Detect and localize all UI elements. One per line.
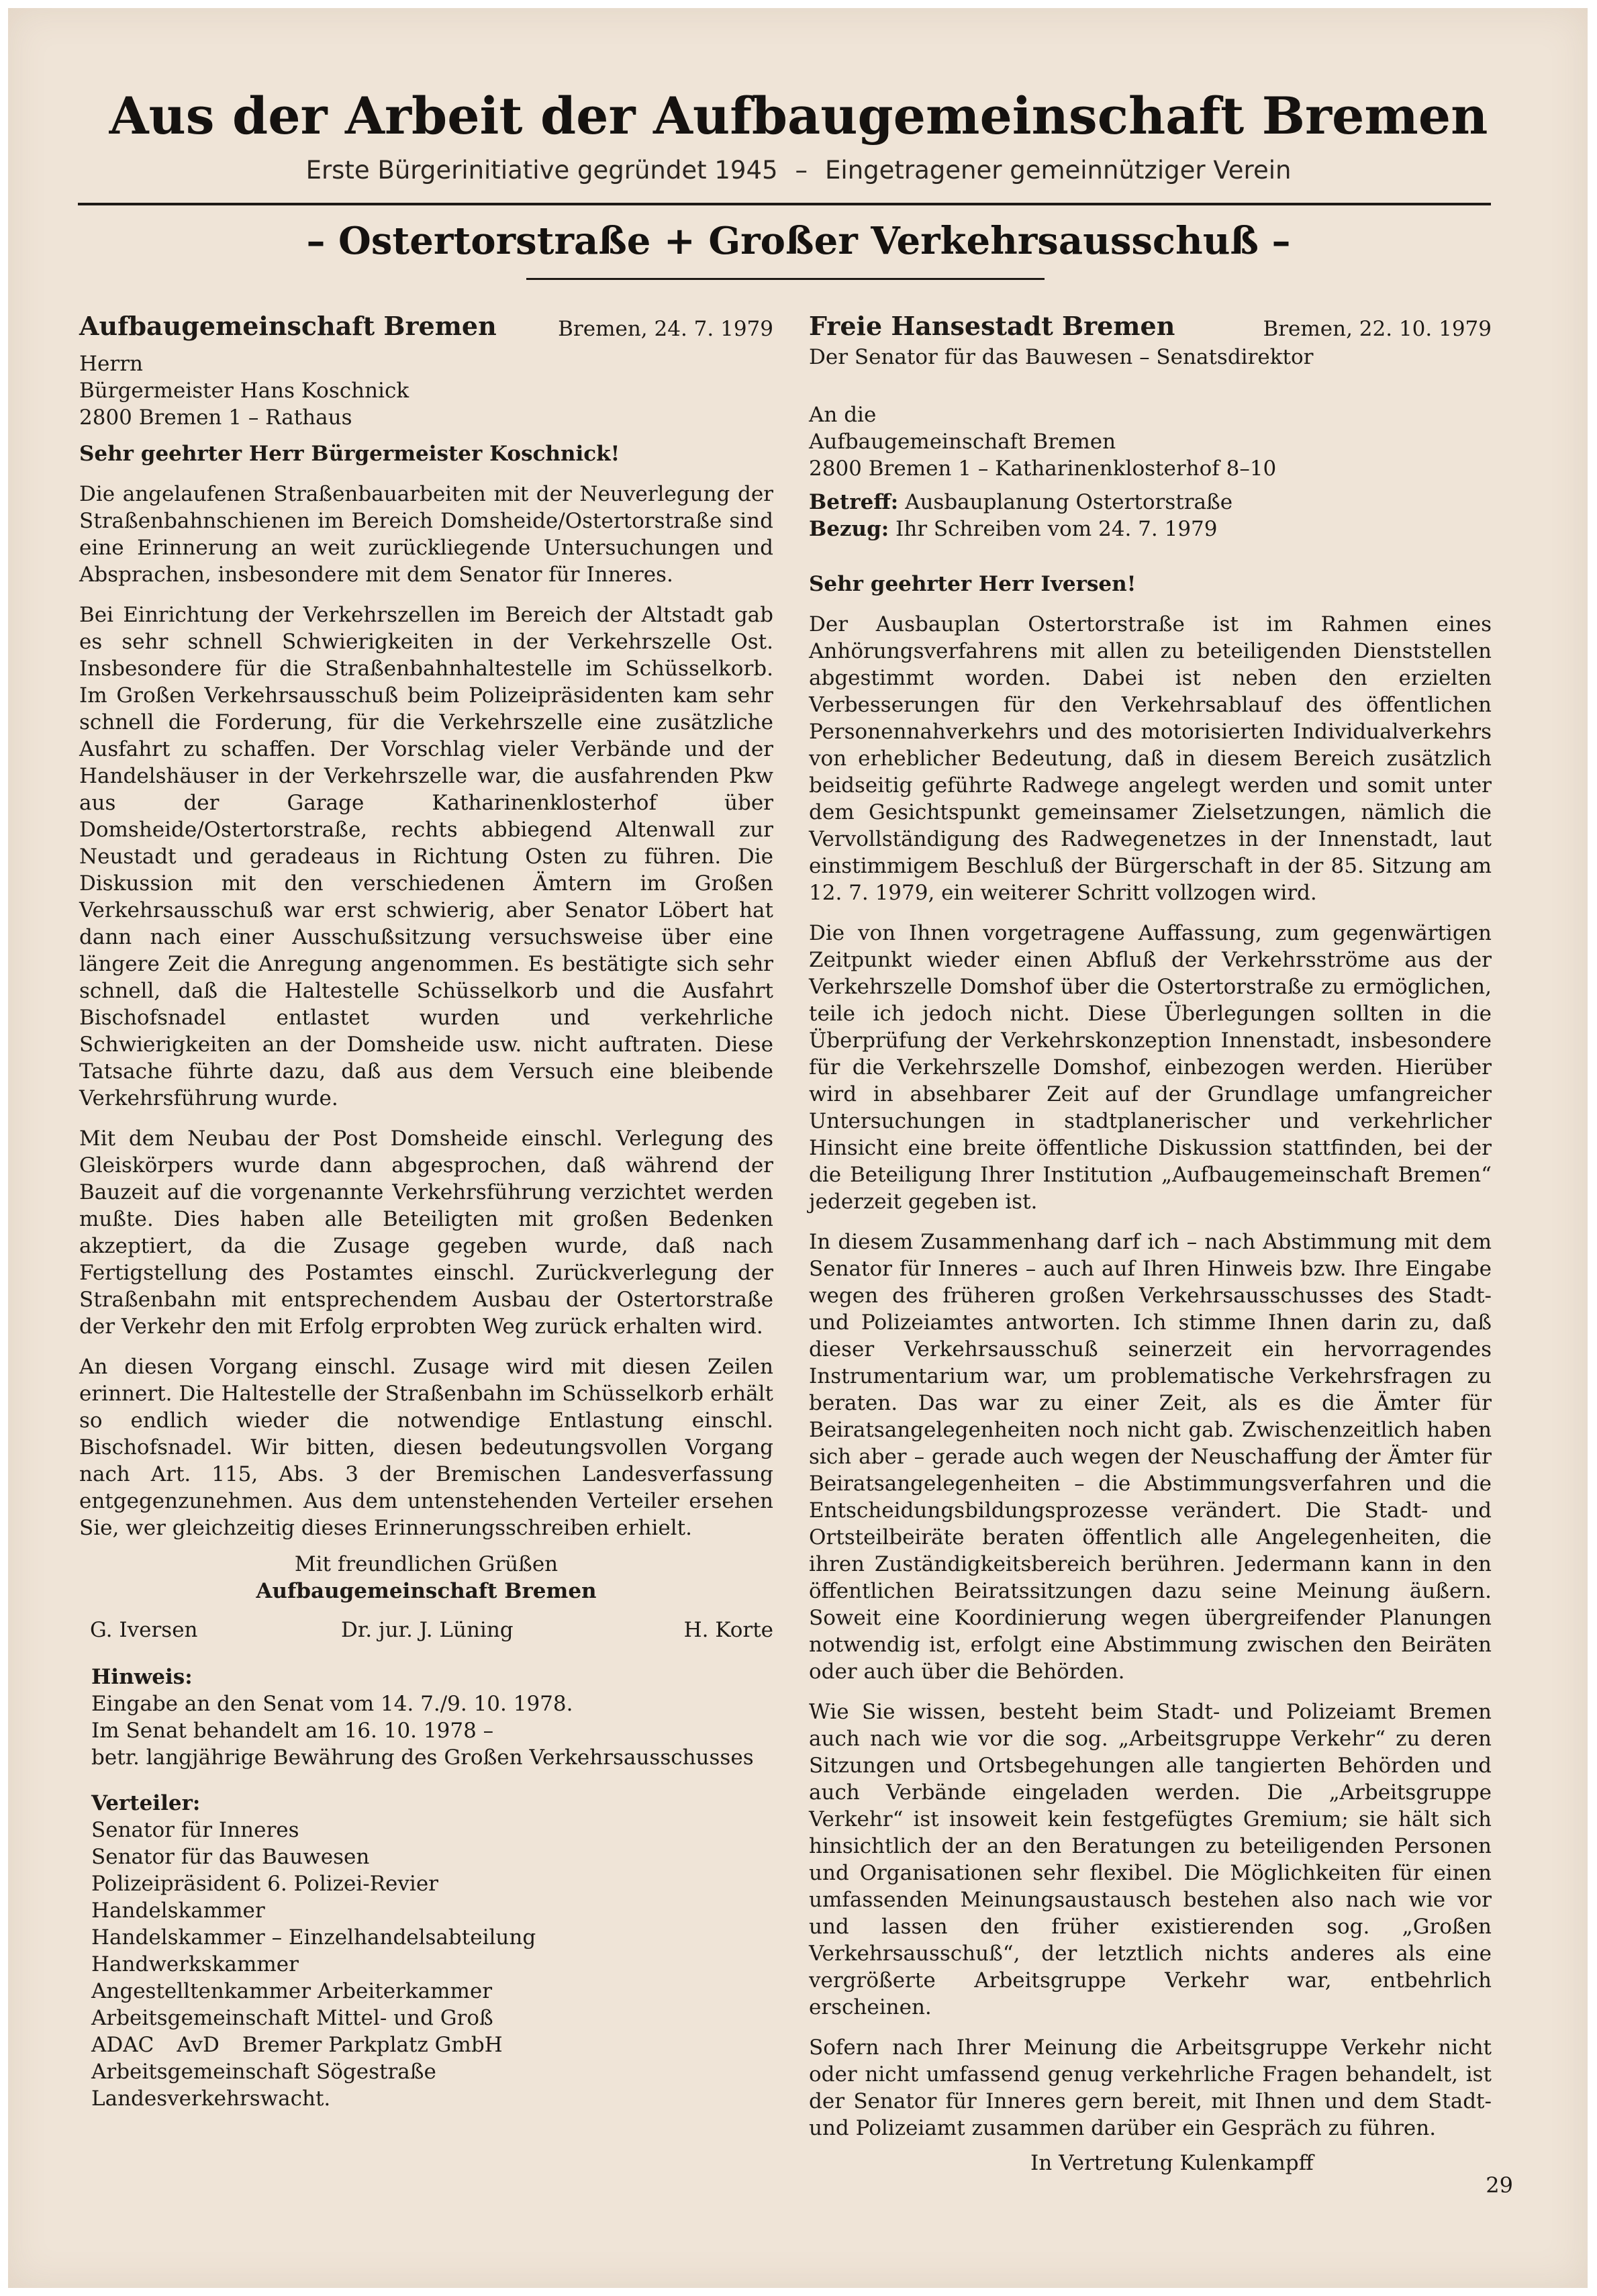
sender-department: Der Senator für das Bauwesen – Senatsdirektor xyxy=(809,345,1314,369)
hinweis-label: Hinweis: xyxy=(91,1665,193,1689)
body-paragraph: Bei Einrichtung der Verkehrszellen im Bereich der Altstadt gab es sehr schnell Schwierigkeiten in der Verkehrszelle Ost. Insbesondere für die Straßenbahnhaltestelle im Schüsselkorb. Im Großen Verkehrsausschuß beim Polizeipräsidenten kam sehr schnell die Forderung, für die Verkehrszelle eine zusätzliche Ausfahrt zu schaffen. Der Vorschlag vieler Verbände und der Handelshäuser in der Verkehrszelle war, die ausfahrenden Pkw aus der Garage Katharinenklosterhof über Domsheide/Ostertorstraße, rechts abbiegend Altenwall zur Neustadt und geradeaus in Richtung Osten zu führen. Die Diskussion mit den verschiedenen Ämtern im Großen Verkehrsausschuß war erst schwierig, aber Senator Löbert hat dann nach einer Ausschußsitzung versuchsweise über eine längere Zeit die Anregung angenommen. Es bestätigte sich sehr schnell, daß die Haltestelle Schüsselkorb und die Ausfahrt Bischofsnadel entlastet wurden und verkehrliche Schwierigkeiten an der Domsheide usw. nicht auftraten. Diese Tatsache führte dazu, daß aus dem Versuch eine bleibende Verkehrsführung wurde. xyxy=(79,603,773,1110)
verteiler-item: Handelskammer – Einzelhandelsabteilung xyxy=(91,1925,536,1950)
letter-date: Bremen, 24. 7. 1979 xyxy=(558,317,773,341)
betreff-label: Betreff: xyxy=(809,490,899,514)
salutation: Sehr geehrter Herr Bürgermeister Koschnick! xyxy=(79,442,620,466)
signatories xyxy=(79,1617,773,1654)
topic-heading: – Ostertorstraße + Großer Verkehrsausschuß – xyxy=(306,219,1291,263)
verteiler-label: Verteiler: xyxy=(91,1791,201,1815)
verteiler-block xyxy=(79,1790,773,2112)
page-subtitle xyxy=(0,156,1597,185)
verteiler-org: AvD xyxy=(177,2033,220,2057)
letter-left-header xyxy=(79,313,773,350)
letter-left xyxy=(79,313,773,2112)
body-paragraph: Wie Sie wissen, besteht beim Stadt- und Polizeiamt Bremen auch nach wie vor die sog. „Arbeitsgruppe Verkehr“ zu deren Sitzungen und Ortsbegehungen alle tangierten Behörden und auch Verbände eingeladen werden. Die „Arbeitsgruppe Verkehr“ ist insoweit kein festgefügtes Gremium; sie hält sich hinsichtlich der an den Beratungen zu beteiligenden Personen und Organisationen sehr flexibel. Die Möglichkeiten für einen umfassenden Meinungsaustausch bestehen also nach wie vor und lassen den früher existierenden sog. „Großen Verkehrsausschuß“, der letztlich nichts anderes als eine vergrößerte Arbeitsgruppe Verkehr war, entbehrlich erscheinen. xyxy=(809,1700,1492,2019)
address-line: 2800 Bremen 1 – Katharinenklosterhof 8–10 xyxy=(809,457,1277,481)
verteiler-item: Handwerkskammer xyxy=(91,1952,299,1976)
verteiler-item: Arbeitsgemeinschaft Sögestraße xyxy=(91,2060,436,2084)
address-line: Herrn xyxy=(79,352,143,376)
body-paragraph: Die angelaufenen Straßenbauarbeiten mit der Neuverlegung der Straßenbahnschienen im Bereich Domsheide/Ostertorstraße sind eine Erinnerung an weit zurückliegende Untersuchungen und Absprachen, insbesondere mit dem Senator für Inneres. xyxy=(79,482,773,587)
sender-org: Freie Hansestadt Bremen xyxy=(809,311,1175,341)
body-paragraph: Sofern nach Ihrer Meinung die Arbeitsgruppe Verkehr nicht oder nicht umfassend genug verkehrliche Fragen behandelt, ist der Senator für Inneres gern bereit, mit Ihnen und dem Stadt- und Polizeiamt zusammen darüber ein Gespräch zu führen. xyxy=(809,2036,1492,2140)
letter-right xyxy=(809,313,1492,2177)
verteiler-item: Angestelltenkammer Arbeiterkammer xyxy=(91,1979,493,2003)
verteiler-item: Arbeitsgemeinschaft Mittel- und Groß xyxy=(91,2006,493,2030)
body-paragraph: Die von Ihnen vorgetragene Auffassung, zum gegenwärtigen Zeitpunkt wieder einen Abfluß der Verkehrsströme aus der Verkehrszelle Domshof über die Ostertorstraße zu ermöglichen, teile ich jedoch nicht. Diese Überlegungen sollten in die Überprüfung der Verkehrskonzeption Innenstadt, insbesondere für die Verkehrszelle Domshof, einbezogen werden. Hierüber wird in absehbarer Zeit auf der Grundlage umfangreicher Untersuchungen in stadtplanerischer und verkehrlicher Hinsicht eine breite öffentliche Diskussion stattfinden, bei der die Beteiligung Ihrer Institution „Aufbaugemeinschaft Bremen“ jederzeit gegeben ist. xyxy=(809,921,1492,1214)
bezug-label: Bezug: xyxy=(809,517,889,541)
body-paragraph: Der Ausbauplan Ostertorstraße ist im Rahmen eines Anhörungsverfahrens mit allen zu beteiligenden Dienststellen abgestimmt worden. Dabei ist neben den erzielten Verbesserungen für den Verkehrsablauf des öffentlichen Personennahverkehrs und des motorisierten Individualverkehrs von erheblicher Bedeutung, daß in diesem Bereich zusätzlich beidseitig geführte Radwege angelegt werden und somit unter dem Gesichtspunkt gemeinsamer Zielsetzungen, nämlich die Vervollständigung des Radwegenetzes in der Innenstadt, laut einstimmigem Beschluß der Bürgerschaft in der 85. Sitzung am 12. 7. 1979, ein weiterer Schritt vollzogen wird. xyxy=(809,612,1492,905)
hinweis-block xyxy=(79,1664,773,1771)
body-paragraph: An diesen Vorgang einschl. Zusage wird mit diesen Zeilen erinnert. Die Haltestelle der Straßenbahn im Schüsselkorb erhält so endlich wieder die notwendige Entlastung einschl. Bischofsnadel. Wir bitten, diesen bedeutungsvollen Vorgang nach Art. 115, Abs. 3 der Bremischen Landesverfassung entgegenzunehmen. Aus dem untenstehenden Verteiler ersehen Sie, wer gleichzeitig dieses Erinnerungsschreiben erhielt. xyxy=(79,1355,773,1540)
betreff-text: Ausbauplanung Ostertorstraße xyxy=(905,490,1233,514)
verteiler-org: Bremer Parkplatz GmbH xyxy=(242,2033,503,2057)
verteiler-item: Senator für das Bauwesen xyxy=(91,1845,370,1869)
signer-name: Dr. jur. J. Lüning xyxy=(341,1618,514,1642)
verteiler-item: Polizeipräsident 6. Polizei-Revier xyxy=(91,1872,438,1896)
signoff: In Vertretung Kulenkampff xyxy=(1030,2151,1314,2175)
letter-date: Bremen, 22. 10. 1979 xyxy=(1263,317,1492,341)
page-number: 29 xyxy=(1486,2172,1513,2198)
body-paragraph: In diesem Zusammenhang darf ich – nach Abstimmung mit dem Senator für Inneres – auch auf Ihren Hinweis bzw. Ihre Eingabe wegen des früheren großen Verkehrsausschusses des Stadt- und Polizeiamtes antworten. Ich stimme Ihnen darin zu, daß dieser Verkehrsausschuß seinerzeit ein hervorragendes Instrumentarium war, um problematische Verkehrsfragen zu beraten. Das war zu einer Zeit, als es die Ämter für Beiratsangelegenheiten noch nicht gab. Zwischenzeitlich haben sich aber – gerade auch wegen der Neuschaffung der Ämter für Beiratsangelegenheiten – die Abstimmungsverfahren und die Entscheidungsbildungsprozesse verändert. Die Stadt- und Ortsteilbeiräte beraten öffentlich alle Angelegenheiten, die ihren Zuständigkeitsbereich berühren. Jedermann kann in den öffentlichen Beiratssitzungen dazu seine Meinung äußern. Soweit eine Koordinierung wegen übergreifender Planungen notwendig ist, erfolgt eine Abstimmung zwischen den Beiräten oder auch über die Behörden. xyxy=(809,1230,1492,1684)
hinweis-line: Eingabe an den Senat vom 14. 7./9. 10. 1978. xyxy=(91,1692,573,1716)
page-title: Aus der Arbeit der Aufbaugemeinschaft Bremen xyxy=(109,86,1488,146)
subtitle-dash: – xyxy=(795,156,808,185)
topic-rule xyxy=(526,278,1045,280)
letter-right-header xyxy=(809,313,1492,350)
verteiler-item xyxy=(91,2031,773,2058)
recipient-address xyxy=(79,350,773,431)
signer-name: G. Iversen xyxy=(90,1618,198,1642)
signer-name: H. Korte xyxy=(683,1618,773,1642)
subtitle-founded: Erste Bürgerinitiative gegründet 1945 xyxy=(305,156,778,185)
closing-org: Aufbaugemeinschaft Bremen xyxy=(256,1579,597,1603)
verteiler-item: Landesverkehrswacht. xyxy=(91,2087,331,2111)
subtitle-association: Eingetragener gemeinnütziger Verein xyxy=(825,156,1292,185)
verteiler-item: Handelskammer xyxy=(91,1899,265,1923)
body-paragraph: Mit dem Neubau der Post Domsheide einschl. Verlegung des Gleiskörpers wurde dann abgesprochen, daß während der Bauzeit auf die vorgenannte Verkehrsführung verzichtet werden mußte. Dies haben alle Beteiligten mit großen Bedenken akzeptiert, da die Zusage gegeben wurde, daß nach Fertigstellung des Postamtes einschl. Zurückverlegung der Straßenbahn mit entsprechendem Ausbau der Ostertorstraße der Verkehr den mit Erfolg erprobten Weg zurück erhalten wird. xyxy=(79,1127,773,1339)
address-line: Aufbaugemeinschaft Bremen xyxy=(809,430,1116,454)
bezug-text: Ihr Schreiben vom 24. 7. 1979 xyxy=(896,517,1218,541)
hinweis-line: Im Senat behandelt am 16. 10. 1978 – xyxy=(91,1719,494,1743)
recipient-address xyxy=(809,401,1492,482)
closing-greeting: Mit freundlichen Grüßen xyxy=(294,1552,559,1576)
sender-org: Aufbaugemeinschaft Bremen xyxy=(79,311,497,341)
address-line: Bürgermeister Hans Koschnick xyxy=(79,379,409,403)
betreff-line xyxy=(809,489,1492,516)
verteiler-item: Senator für Inneres xyxy=(91,1818,299,1842)
closing xyxy=(79,1551,773,1605)
address-line: An die xyxy=(809,403,877,427)
verteiler-org: ADAC xyxy=(91,2033,154,2057)
hinweis-line: betr. langjährige Bewährung des Großen Verkehrsausschusses xyxy=(91,1745,754,1770)
bezug-line xyxy=(809,516,1492,542)
salutation: Sehr geehrter Herr Iversen! xyxy=(809,572,1136,596)
address-line: 2800 Bremen 1 – Rathaus xyxy=(79,405,352,430)
header-rule xyxy=(78,203,1491,205)
